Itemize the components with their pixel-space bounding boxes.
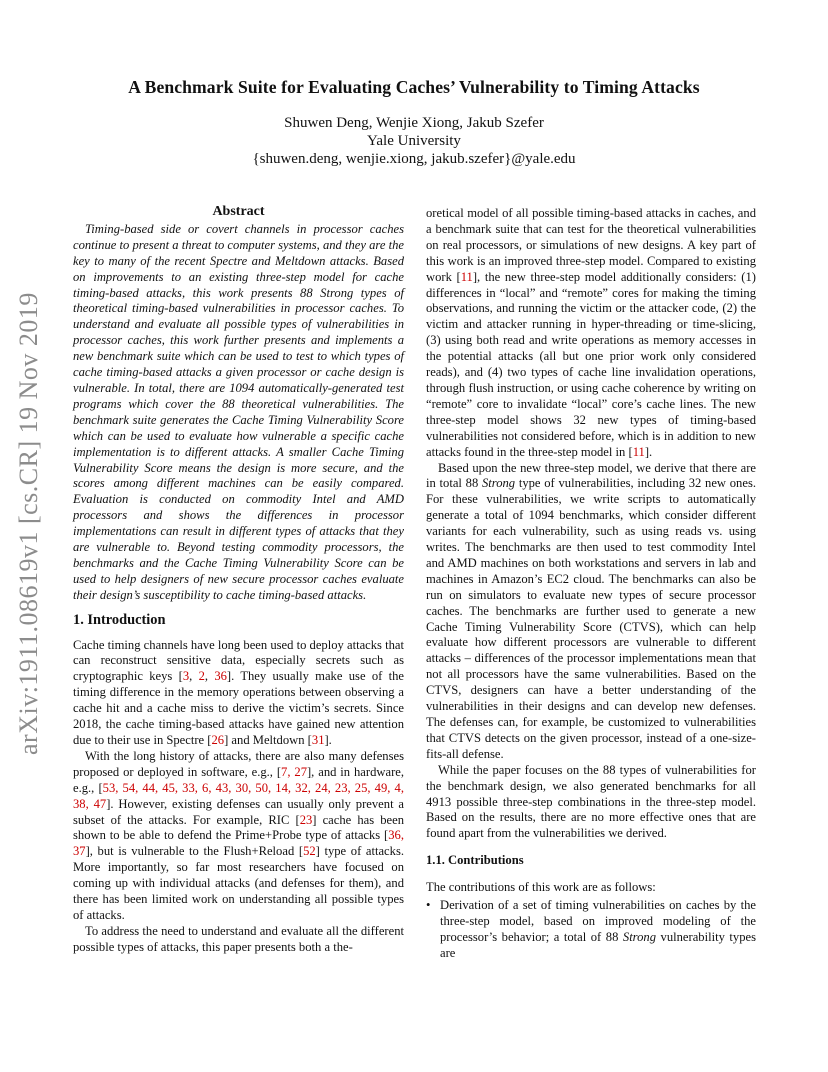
citation-link[interactable]: 7, 27 bbox=[281, 764, 307, 779]
intro-paragraph-4: Based upon the new three-step model, we derive that there are in total 88 Strong type of vulnerabilities, including 32 new ones. For these vulnerabilities, we write scripts to automatically generate a total of 1094 benchmarks, which consider different variants for each vulnerability, such as using reads vs. using writes. The benchmarks are then used to test commodity Intel and AMD machines on both workstations and servers in lab and machines in Amazon’s EC2 cloud. The benchmarks can also be run on simulators to evaluate new types of secure processor caches. The benchmarks are further used to generate a new Cache Timing Vulnerability Score (CTVS), which can help evaluate how different processors are vulnerable to different attacks – differences of the processor implementations mean that not all processors have the same vulnerabilities. Based on the CTVS, designers can have a better understanding of the vulnerabilities in their designs and can develop new defenses. The defenses can, for example, be customized to vulnerabilities that CTVS detects on the given processor, instead of a one-size-fits-all defense. bbox=[426, 460, 756, 761]
intro-paragraph-1: Cache timing channels have long been used to deploy attacks that can reconstruct sensitive data, especially secrets such as cryptographic keys [3, 2, 36]. They usually make use of the timing difference in the memory operations between observing a cache hit and a cache miss to derive the victim’s secrets. Since 2018, the cache timing-based attacks have gained new attention due to their use in Spectre [26] and Meltdown [31]. bbox=[73, 637, 405, 747]
citation-link[interactable]: 2 bbox=[198, 669, 205, 684]
affiliation: Yale University bbox=[367, 133, 461, 149]
citation-link[interactable]: 11 bbox=[460, 269, 473, 284]
abstract-heading: Abstract bbox=[212, 204, 265, 219]
citation-link[interactable]: 11 bbox=[632, 444, 645, 459]
abstract-text: Timing-based side or covert channels in processor caches continue to present a threat to computer systems, and they are the key to many of the recent Spectre and Meltdown attacks. Based on improvements to an existing three-step model for cache timing-based attacks, this work presents 88 Strong types of theoretical timing-based vulnerabilities in processor caches. To understand and evaluate all possible types of vulnerabilities in processor caches, this work further presents and implements a new benchmark suite which can be used to test to which types of cache timing-based attacks a given processor or cache design is vulnerable. In total, there are 1094 automatically-generated test programs which cover the 88 theoretical vulnerabilities. The benchmark suite generates the Cache Timing Vulnerability Score which can be used to evaluate how vulnerable a specific cache implementation is to different attacks. A smaller Cache Timing Vulnerability Score means the design is more secure, and the scores among different machines can be easily compared. Evaluation is conducted on commodity Intel and AMD processors and shows the differences in processor implementations can result in different types of attacks that they are vulnerable to. Beyond testing commodity processors, the benchmarks and the Cache Timing Vulnerability Score can be used to help designers of new secure processor caches evaluate their design’s susceptibility to cache timing-based attacks. bbox=[73, 221, 404, 602]
intro-paragraph-3-start: To address the need to understand and evaluate all the different possible types of attacks, this paper presents both a the- bbox=[73, 923, 404, 954]
authors: Shuwen Deng, Wenjie Xiong, Jakub Szefer bbox=[284, 115, 544, 131]
contribution-item: • Derivation of a set of timing vulnerabilities on caches by the three-step model, based on improved modeling of the processor’s behavior; a total of 88 Strong vulnerability types are bbox=[426, 898, 756, 960]
citation-link[interactable]: 36, 37 bbox=[73, 828, 404, 859]
citation-link[interactable]: 31 bbox=[311, 733, 325, 747]
arxiv-stamp: arXiv:1911.08619v1 [cs.CR] 19 Nov 2019 bbox=[14, 292, 43, 755]
citation-link[interactable]: 53, 54, 44, 45, 33, 6, 43, 30, 50, 14, 32, 24, 23, 25, 49, 4, 38, 47 bbox=[73, 780, 404, 811]
citation-link[interactable]: 3 bbox=[182, 669, 190, 684]
intro-paragraph-3-cont: oretical model of all possible timing-based attacks in caches, and a benchmark suite that can test for the theoretical vulnerabilities on real processors, or simulations of new designs. A key part of this work is an improved three-step model. Compared to existing work [11], the new three-step model additionally considers: (1) differences in “local” and “remote” cores for making the timing observations, and running the victim or the attacker code, (2) the victim and attacker running in hyper-threading or time-slicing, (3) using both read and write operations as memory accesses in the potential attacks (all but one prior work only considered reads), and (4) two types of cache line invalidation operations, through flush instruction, or using cache coherence by writing on “remote” core to invalidate “local” core’s cache lines. The new three-step model shows 32 new types of timing-based vulnerabilities not considered before, which is in addition to new attacks found in the three-step model in [11]. bbox=[426, 206, 756, 459]
introduction-heading: 1. Introduction bbox=[73, 611, 166, 628]
intro-paragraph-5: While the paper focuses on the 88 types of vulnerabilities for the benchmark design, we also generated benchmarks for all 4913 possible three-step combinations in the three-step model. Based on the results, there are no more effective ones that are found apart from the vulnerabilities we derived. bbox=[426, 762, 756, 841]
left-column bbox=[73, 204, 404, 956]
bullet: • bbox=[426, 898, 431, 913]
citation-link[interactable]: 23 bbox=[299, 812, 313, 827]
intro-paragraph-2: With the long history of attacks, there are also many defenses proposed or deployed in software, e.g., [7, 27], and in hardware, e.g., [53, 54, 44, 45, 33, 6, 43, 30, 50, 14, 32, 24, 23, 25, 49, 4, 38, 47]. However, existing defenses can usually only prevent a subset of the attacks. For example, RIC [23] cache has been shown to be able to defend the Prime+Probe type of attacks [36, 37], but is vulnerable to the Flush+Reload [52] type of attacks. More importantly, so far most researchers have focused on coming up with individual attacks (and defenses for them), and there has been limited work on understanding all possible types of attacks. bbox=[73, 748, 405, 922]
contributions-lead: The contributions of this work are as follows: bbox=[426, 880, 656, 895]
citation-link[interactable]: 52 bbox=[303, 844, 316, 859]
citation-link[interactable]: 26 bbox=[211, 733, 225, 747]
paper-title: A Benchmark Suite for Evaluating Caches’ Vulnerability to Timing Attacks bbox=[128, 77, 700, 97]
citation-link[interactable]: 36 bbox=[214, 669, 227, 684]
contributions-heading: 1.1. Contributions bbox=[426, 853, 524, 868]
right-column bbox=[426, 206, 756, 962]
email: {shuwen.deng, wenjie.xiong, jakub.szefer}@yale.edu bbox=[252, 151, 576, 167]
